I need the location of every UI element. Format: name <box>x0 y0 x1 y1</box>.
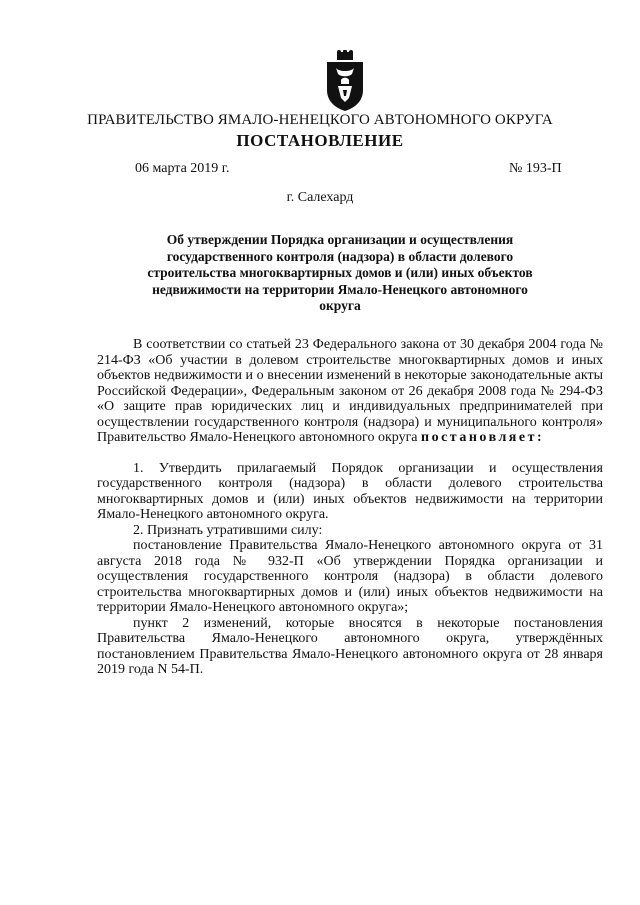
document-body <box>97 337 603 678</box>
document-number: № 193-П <box>509 161 562 176</box>
resolves-word: постановляет: <box>421 430 545 445</box>
organization-name: ПРАВИТЕЛЬСТВО ЯМАЛО-НЕНЕЦКОГО АВТОНОМНОГО ОКРУГА <box>87 112 553 128</box>
item-1: 1. Утвердить прилагаемый Порядок организации и осуществления государственного контроля (надзора) в области долевого строительства многоквартирных домов и (или) иных объектов недвижимости на территории Ямало-Ненецкого автономного округа. <box>97 460 603 522</box>
document-title: Об утверждении Порядка организации и осуществления государственного контроля (надзора) в области долевого строительства многоквартирных домов и (или) иных объектов недвижимости на территории Ямало-Ненецкого автономного округа <box>147 232 533 313</box>
document-date: 06 марта 2019 г. <box>135 161 230 176</box>
item-2-b: пункт 2 изменений, которые вносятся в некоторые постановления Правительства Ямало-Ненецкого автономного округа, утверждённых постановлением Правительства Ямало-Ненецкого автономного округа от 28 января 2019 года N 54-П. <box>97 615 603 677</box>
item-2-a: постановление Правительства Ямало-Ненецкого автономного округа от 31 августа 2018 года № 932-П «Об утверждении Порядка организации и осуществления государственного контроля (надзора) в области долевого строительства многоквартирных домов и (или) иных объектов недвижимости на территории Ямало-Ненецкого автономного округа»; <box>97 538 603 615</box>
document-city: г. Салехард <box>286 190 354 205</box>
paragraph-gap <box>97 446 603 461</box>
preamble-paragraph <box>97 337 603 446</box>
item-2: 2. Признать утратившими силу: <box>133 522 323 538</box>
coat-of-arms-icon <box>321 50 369 112</box>
document-type: ПОСТАНОВЛЕНИЕ <box>236 131 404 150</box>
preamble-text: В соответствии со статьей 23 Федерального закона от 30 декабря 2004 года № 214-ФЗ «Об участии в долевом строительстве многоквартирных домов и иных объектов недвижимости и о внесении изменений в некоторые законодательные акты Российской Федерации», Федеральным законом от 26 декабря 2008 года № 294-ФЗ «О защите прав юридических лиц и индивидуальных предпринимателей при осуществлении государственного контроля (надзора) и муниципального контроля» Правительство Ямало-Ненецкого автономного округа <box>97 337 603 445</box>
